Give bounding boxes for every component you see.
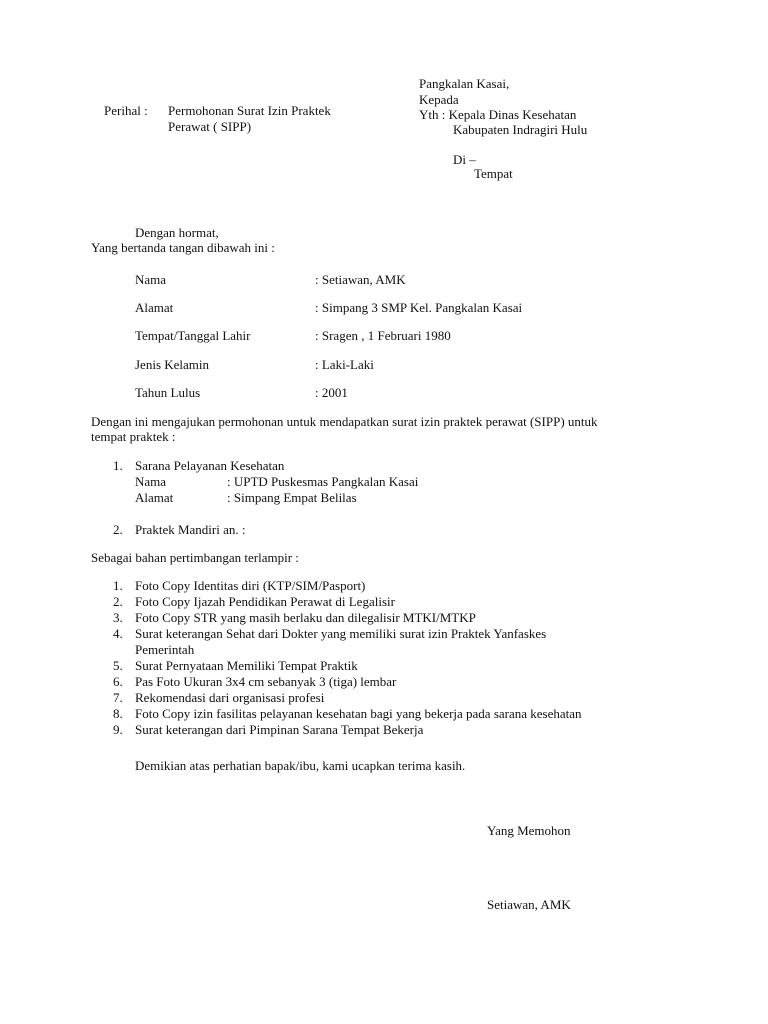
list-item-text: Foto Copy STR yang masih berlaku dan dilegalisir MTKI/MTKP bbox=[135, 610, 476, 625]
list-item-text: Foto Copy Identitas diri (KTP/SIM/Pasport) bbox=[135, 578, 366, 593]
identity-label: Jenis Kelamin bbox=[135, 357, 210, 372]
signoff: Yang Memohon bbox=[487, 823, 571, 838]
recipient-di: Di – bbox=[453, 152, 476, 167]
recipient-tempat: Tempat bbox=[474, 166, 513, 181]
place-1-nama-row bbox=[135, 474, 535, 490]
list-item-text: Foto Copy Ijazah Pendidikan Perawat di Legalisir bbox=[135, 594, 395, 609]
identity-label: Tahun Lulus bbox=[135, 385, 201, 400]
identity-value: : 2001 bbox=[315, 385, 348, 400]
identity-label: Alamat bbox=[135, 300, 174, 315]
place-1-nama-label: Nama bbox=[135, 474, 167, 489]
request-line1: Dengan ini mengajukan permohonan untuk mendapatkan surat izin praktek perawat (SIPP) untuk bbox=[91, 414, 598, 429]
place-1-nama-value: : UPTD Puskesmas Pangkalan Kasai bbox=[227, 474, 419, 489]
identity-value: : Simpang 3 SMP Kel. Pangkalan Kasai bbox=[315, 300, 523, 315]
identity-value: : Laki-Laki bbox=[315, 357, 374, 372]
list-item-number: 5. bbox=[113, 658, 123, 673]
list-item bbox=[113, 706, 582, 722]
place-1-alamat-row bbox=[135, 490, 535, 506]
list-item-number: 8. bbox=[113, 706, 123, 721]
perihal-line1: Permohonan Surat Izin Praktek bbox=[168, 103, 331, 118]
list-item-text: Rekomendasi dari organisasi profesi bbox=[135, 690, 325, 705]
list-item-text: Foto Copy izin fasilitas pelayanan kesehatan bagi yang bekerja pada sarana kesehatan bbox=[135, 706, 582, 721]
list-item bbox=[113, 722, 582, 738]
identity-table bbox=[135, 272, 695, 402]
request-line2: tempat praktek : bbox=[91, 429, 176, 444]
list-item-number: 7. bbox=[113, 690, 123, 705]
identity-label: Nama bbox=[135, 272, 167, 287]
list-item-number: 6. bbox=[113, 674, 123, 689]
identity-label: Tempat/Tanggal Lahir bbox=[135, 328, 251, 343]
place-1-number: 1. bbox=[113, 458, 123, 473]
identity-value: : Sragen , 1 Februari 1980 bbox=[315, 328, 451, 343]
list-item-number: 1. bbox=[113, 578, 123, 593]
identity-value: : Setiawan, AMK bbox=[315, 272, 406, 287]
list-item-text-continued: Pemerintah bbox=[135, 642, 195, 657]
closing-text: Demikian atas perhatian bapak/ibu, kami ucapkan terima kasih. bbox=[135, 758, 466, 773]
list-item-number: 9. bbox=[113, 722, 123, 737]
list-item bbox=[113, 626, 582, 658]
recipient-yth: Yth : Kepala Dinas Kesehatan bbox=[419, 107, 577, 122]
place-1-alamat-value: : Simpang Empat Belilas bbox=[227, 490, 357, 505]
list-item bbox=[113, 690, 582, 706]
attachments-intro: Sebagai bahan pertimbangan terlampir : bbox=[91, 550, 299, 565]
place-1-alamat-label: Alamat bbox=[135, 490, 174, 505]
list-item-number: 3. bbox=[113, 610, 123, 625]
list-item bbox=[113, 674, 582, 690]
list-item bbox=[113, 594, 582, 610]
list-item-number: 2. bbox=[113, 594, 123, 609]
list-item bbox=[113, 658, 582, 674]
place-1-title: Sarana Pelayanan Kesehatan bbox=[135, 458, 285, 473]
intro-text: Yang bertanda tangan dibawah ini : bbox=[91, 240, 275, 255]
recipient-kepada: Kepada bbox=[419, 92, 459, 107]
recipient-yth-line2: Kabupaten Indragiri Hulu bbox=[453, 122, 588, 137]
salutation: Dengan hormat, bbox=[135, 225, 219, 240]
list-item-text: Surat keterangan Sehat dari Dokter yang memiliki surat izin Praktek Yanfaskes bbox=[135, 626, 547, 641]
perihal-label: Perihal : bbox=[104, 103, 148, 118]
place-2-number: 2. bbox=[113, 522, 123, 537]
attachments-list bbox=[113, 578, 582, 738]
list-item bbox=[113, 578, 582, 594]
list-item-number: 4. bbox=[113, 626, 123, 641]
letter-place: Pangkalan Kasai, bbox=[419, 76, 510, 91]
perihal-line2: Perawat ( SIPP) bbox=[168, 119, 252, 134]
list-item-text: Pas Foto Ukuran 3x4 cm sebanyak 3 (tiga) lembar bbox=[135, 674, 397, 689]
list-item bbox=[113, 610, 582, 626]
list-item-text: Surat keterangan dari Pimpinan Sarana Tempat Bekerja bbox=[135, 722, 424, 737]
list-item-text: Surat Pernyataan Memiliki Tempat Praktik bbox=[135, 658, 358, 673]
signer-name: Setiawan, AMK bbox=[487, 897, 571, 912]
place-2-title: Praktek Mandiri an. : bbox=[135, 522, 246, 537]
